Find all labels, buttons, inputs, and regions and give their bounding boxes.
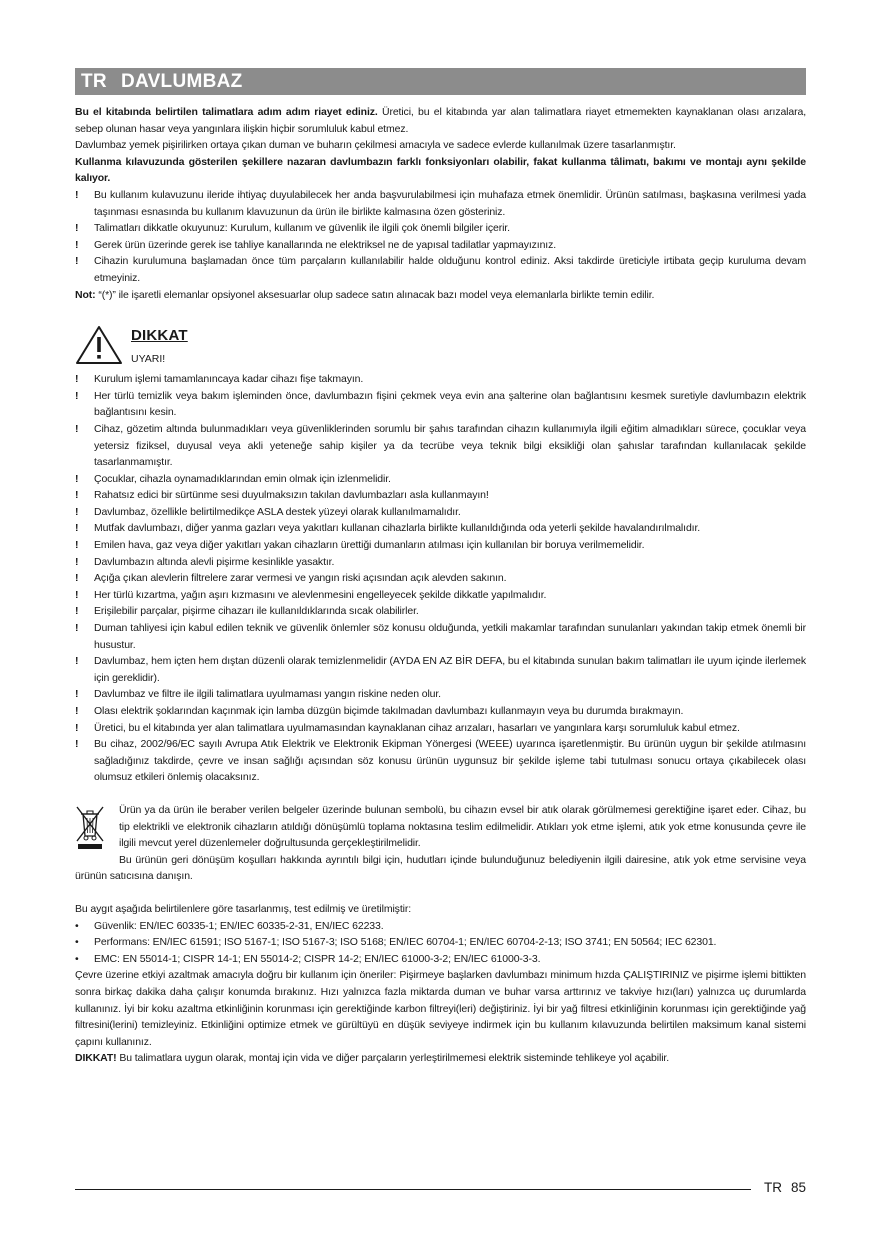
note-label: Not: [75, 288, 96, 301]
bullet-mark: ! [75, 655, 79, 668]
list-item: ! Olası elektrik şoklarından kaçınmak için lamba düzgün biçimde takılmadan davlumbazı kullanmayın veya bu durumda bırakmayın. [75, 703, 806, 720]
list-item: ! Gerek ürün üzerinde gerek ise tahliye kanallarında ne elektriksel ne de yapısal tadilatlar yapmayızınız. [75, 237, 806, 254]
footer-rule [75, 1189, 751, 1190]
list-item: ! Her türlü temizlik veya bakım işleminden önce, davlumbazın fişini çekmek veya evin ana şalterine olan bağlantısını kesmek suretiyle davlumbazın elektrik bağlantısını kesin. [75, 389, 806, 419]
page-number: 85 [791, 1180, 807, 1195]
bullet-mark: ! [75, 422, 79, 435]
warning-triangle-icon [75, 325, 123, 365]
intro-paragraph-1 [75, 104, 806, 137]
bullet-mark: ! [75, 238, 79, 251]
list-item: ! Üretici, bu el kitabında yer alan talimatlara uyulmamasından kaynaklanan cihaz arızaları, hasarları ve yangınlara karşı sorumluluk kabul etmez. [75, 720, 806, 737]
intro-p3-bold: Kullanma kılavuzunda gösterilen şekillere nazaran davlumbazın farklı fonksiyonları olabilir, fakat kullanma tâlimatı, bakımı ve montajı aynı şekilde kalıyor. [75, 155, 806, 185]
bullet-mark: ! [75, 389, 79, 402]
list-item: ! Davlumbaz, özellikle belirtilmedikçe ASLA destek yüzeyi olarak kullanılmamalıdır. [75, 504, 806, 521]
bullet-mark: ! [75, 222, 79, 235]
warning-heading [75, 327, 806, 371]
bullet-mark: ! [75, 255, 79, 268]
bullet-mark: ! [75, 505, 79, 518]
warning-subtitle: UYARI! [131, 353, 166, 366]
bullet-mark: ! [75, 539, 79, 552]
bullet-mark: ! [75, 572, 79, 585]
bullet-mark: ! [75, 489, 79, 502]
weee-section [75, 802, 806, 885]
list-item: ! Duman tahliyesi için kabul edilen teknik ve güvenlik önlemler söz konusu olduğunda, yetkili makamlar tarafından sunulanları yakından takip etmek önemli bir husustur. [75, 622, 806, 651]
warning-bullet-list [75, 371, 806, 786]
note-paragraph [75, 287, 806, 304]
list-item: ! Açığa çıkan alevlerin filtrelere zarar vermesi ve yangın riski açısından açık alevden sakının. [75, 570, 806, 587]
header-title: DAVLUMBAZ [120, 71, 243, 92]
standards-section [75, 901, 806, 1067]
list-item: ! Cihaz, gözetim altında bulunmadıkları veya güvenliklerinden sorumlu bir şahıs tarafından cihazın kullanımıyla ilgili eğitim almadıkları sürece, çocuklar veya yetersiz fiziksel, duyusal veya akli yeteneğe sahip kişiler ya da tecrübe veya teknik bilgi eksikliği olan şahıslar tarafından kullanılacak şekilde tasarlanmamıştır. [75, 422, 806, 469]
section-header [75, 68, 806, 95]
warning-title: DIKKAT [131, 327, 188, 345]
list-item: ! Erişilebilir parçalar, pişirme cihazarı ile kullanıldıklarında sıcak olabilirler. [75, 603, 806, 620]
bullet-mark: ! [75, 605, 79, 618]
bullet-mark: ! [75, 738, 79, 751]
bullet-mark: ! [75, 705, 79, 717]
bullet-mark: ! [75, 472, 79, 485]
bullet-mark: ! [75, 188, 79, 201]
intro-paragraph-3 [75, 154, 806, 187]
list-item: ! Mutfak davlumbazı, diğer yanma gazları veya yakıtları kullanan cihazlarla birlikte kullanıldığında oda yeterli şekilde havalandırılmalıdır. [75, 520, 806, 537]
intro-paragraph-2: Davlumbaz yemek pişirilirken ortaya çıkan duman ve buharın çekilmesi amacıyla ve sadece evlerde kullanılmak üzere tasarlanmıştır. [75, 139, 676, 152]
list-item: ! Bu kullanım kulavuzunu ileride ihtiyaç duyulabilecek her anda başvurulabilmesi için muhafaza etmek önemlidir. Ürünün satılması, başkasına verilmesi yada taşınması esnasında bu kullanım klavuzunun da ürün ile birlikte kalmasına özen gösteriniz. [75, 188, 806, 218]
list-item: ! Davlumbaz ve filtre ile ilgili talimatlara uyulmaması yangın riskine neden olur. [75, 686, 806, 703]
weee-paragraph-2: Bu ürünün geri dönüşüm koşulları hakkında ayrıntılı bilgi için, hudutları içinde bulunduğunuz belediyenin ilgili dairesine, atık yok etme servisine veya ürünün satıcısına danışın. [75, 853, 806, 883]
bullet-dot: • [75, 952, 79, 965]
intro-p1-rest: Üretici, bu el kitabında yar alan talimatlara riayet etmemekten kaynaklanan olası arızalara, sebep olunan hasar veya yangınlara ilişkin hiçbir sorumluluk kabul etmez. [75, 106, 807, 135]
intro-section [75, 104, 806, 303]
bullet-mark: ! [75, 555, 79, 568]
page-footer [764, 1180, 806, 1195]
note-text: “(*)” ile işaretli elemanlar opsiyonel aksesuarlar olup sadece satın alınacak bazı model veya elemanlarla birlikte temin edilir. [95, 288, 655, 301]
list-item: ! Çocuklar, cihazla oynamadıklarından emin olmak için izlenmelidir. [75, 471, 806, 488]
bullet-mark: ! [75, 622, 79, 635]
list-item: • Performans: EN/IEC 61591; ISO 5167-1; ISO 5167-3; ISO 5168; EN/IEC 60704-1; EN/IEC 60704-2-13; ISO 3741; EN 50564; IEC 62301. [75, 934, 806, 951]
header-language: TR [81, 71, 107, 92]
list-item: ! Cihazin kurulumuna başlamadan önce tüm parçaların kullanılabilir halde olduğunu kontrol ediniz. Aksi takdirde üreticiyle irtibata geçip kuruluma devam etmeyiniz. [75, 255, 806, 284]
list-item: ! Davlumbaz, hem içten hem dıştan düzenli olarak temizlenmelidir (AYDA EN AZ BİR DEFA, bu el kitabında sunulan bakım talimatları ile uyum içinde ilerlemek için gereklidir). [75, 655, 806, 684]
standards-intro: Bu aygıt aşağıda belirtilenlere göre tasarlanmış, test edilmiş ve üretilmiştir: [75, 902, 412, 915]
list-item: ! Davlumbazın altında alevli pişirme kesinlikle yasaktır. [75, 554, 806, 571]
list-item: ! Rahatsız edici bir sürtünme sesi duyulmaksızın takılan davlumbazları asla kullanmayın! [75, 487, 806, 504]
bullet-mark: ! [75, 588, 79, 601]
bullet-dot: • [75, 919, 79, 932]
list-item: ! Her türlü kızartma, yağın aşırı kızmasını ve alevlenmesini engelleyecek şekilde dikkatle yapılmalıdır. [75, 587, 806, 604]
bullet-mark: ! [75, 688, 79, 701]
manual-page [75, 68, 806, 1067]
list-item: ! Emilen hava, gaz veya diğer yakıtları yakan cihazların ürettiği dumanların atılması için kullanılan bir boruya verilmemelidir. [75, 537, 806, 554]
eco-paragraph: Çevre üzerine etkiyi azaltmak amacıyla doğru bir kullanım için öneriler: Pişirmeye başlarken davlumbazı minimum hızda ÇALIŞTIRINIZ ve pişirme işlemi bittikten sonra birkaç dakika daha çalışır konumda bırakınız. Hızı yalnızca fazla miktarda duman ve buhar varsa arttırınız ve takviye hızı(ları) yalnızca uç durumlarda kullanınız. İyi bir koku azaltma etkinliğinin korunması için gerektiğinde karbon filtreyi(leri) değiştiriniz. İyi bir yağ filtresi etkinliğinin korunması için gerektiğinde yağ filtresini(lerini) temizleyiniz. Etkinliğini optimize etmek ve gürültüyü en düşük seviyeye indirmek için bu kullanım kılavuzunda belirtilen maksimum kanal sistemi çapını kullanınız. [75, 969, 806, 1048]
list-item: • Güvenlik: EN/IEC 60335-1; EN/IEC 60335-2-31, EN/IEC 62233. [75, 918, 806, 935]
footer-language: TR [764, 1180, 782, 1195]
bullet-mark: ! [75, 373, 79, 386]
list-item: ! Kurulum işlemi tamamlanıncaya kadar cihazı fişe takmayın. [75, 371, 806, 388]
final-warning [75, 1050, 806, 1067]
list-item: • EMC: EN 55014-1; CISPR 14-1; EN 55014-2; CISPR 14-2; EN/IEC 61000-3-2; EN/IEC 61000-3-3. [75, 951, 806, 968]
standards-list [75, 918, 806, 968]
crossed-bin-icon [75, 804, 105, 850]
bullet-mark: ! [75, 522, 79, 535]
weee-paragraph-1: Ürün ya da ürün ile beraber verilen belgeler üzerinde bulunan sembolü, bu cihazın evsel bir atık olarak görülmemesi gerektiğine işaret eder. Cihaz, bu tip elektrikli ve elektronik cihazların atıldığı dönüşümlü toplama noktasına teslim edilmelidir. Atıkları yok etme işlemi, atık yok etme konusunda çevre ile ilgili mevcut yerel düzenlemeler doğrultusunda gerçekleştirilmelidir. [119, 803, 806, 850]
bullet-dot: • [75, 936, 79, 949]
intro-bullet-list [75, 187, 806, 287]
list-item: ! Bu cihaz, 2002/96/EC sayılı Avrupa Atık Elektrik ve Elektronik Ekipman Yönergesi (WEEE) uyarınca işaretlenmiştir. Bu ürünün uygun bir şekilde atılmasını sağladığınız takdirde, çevre ve insan sağlığı açısından söz konusu ürünün uygunsuz bir şekilde işleme tabi tutulması sonucu ortaya çıkabilecek olası olumsuz etkileri önlemiş olacaksınız. [75, 738, 806, 784]
final-warning-label: DIKKAT! [75, 1052, 117, 1065]
final-warning-text: Bu talimatlara uygun olarak, montaj için vida ve diğer parçaların yerleştirilmemesi elektrik sisteminde tehlikeye yol açabilir. [116, 1052, 670, 1065]
list-item: ! Talimatları dikkatle okuyunuz: Kurulum, kullanım ve güvenlik ile ilgili çok önemli bilgiler içerir. [75, 220, 806, 237]
intro-p1-bold: Bu el kitabında belirtilen talimatlara adım adım riayet ediniz. [75, 106, 378, 118]
bullet-mark: ! [75, 721, 79, 734]
